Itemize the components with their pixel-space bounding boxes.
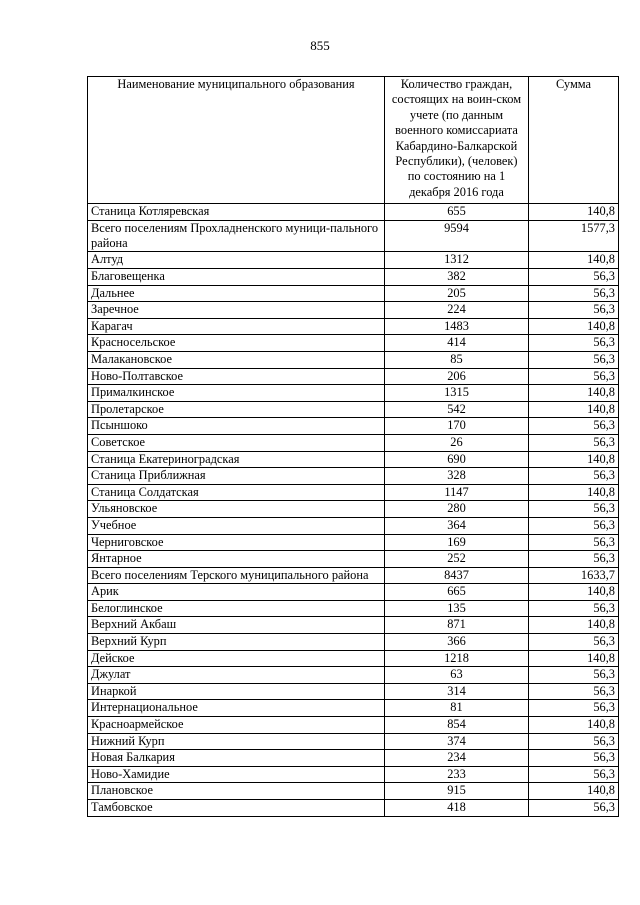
row-sum-cell: 140,8 (529, 204, 619, 221)
row-count-cell: 382 (385, 269, 529, 286)
row-count-cell: 280 (385, 501, 529, 518)
row-sum-cell: 56,3 (529, 683, 619, 700)
row-count-cell: 414 (385, 335, 529, 352)
row-count-cell: 233 (385, 766, 529, 783)
row-count-cell: 170 (385, 418, 529, 435)
row-count-cell: 374 (385, 733, 529, 750)
table-row (88, 717, 619, 734)
row-count-cell: 85 (385, 351, 529, 368)
table-row (88, 501, 619, 518)
row-count-cell: 234 (385, 750, 529, 767)
row-count-cell: 9594 (385, 220, 529, 252)
row-name-cell: Псыншоко (88, 418, 385, 435)
row-sum-cell: 56,3 (529, 368, 619, 385)
table-row (88, 600, 619, 617)
table-body (88, 204, 619, 817)
row-name-cell: Тамбовское (88, 800, 385, 817)
municipal-table (87, 76, 619, 817)
row-name-cell: Белоглинское (88, 600, 385, 617)
table-row (88, 335, 619, 352)
header-name: Наименование муниципального образования (88, 77, 385, 204)
row-count-cell: 366 (385, 634, 529, 651)
table-row (88, 468, 619, 485)
table-row (88, 385, 619, 402)
row-name-cell: Ново-Хамидие (88, 766, 385, 783)
row-sum-cell: 56,3 (529, 634, 619, 651)
table-row (88, 220, 619, 252)
row-name-cell: Станица Екатериноградская (88, 451, 385, 468)
table-row (88, 285, 619, 302)
row-sum-cell: 56,3 (529, 269, 619, 286)
row-name-cell: Нижний Курп (88, 733, 385, 750)
row-name-cell: Арик (88, 584, 385, 601)
row-name-cell: Ново-Полтавское (88, 368, 385, 385)
row-sum-cell: 56,3 (529, 700, 619, 717)
row-sum-cell: 1577,3 (529, 220, 619, 252)
row-sum-cell: 140,8 (529, 650, 619, 667)
row-count-cell: 1312 (385, 252, 529, 269)
row-count-cell: 1483 (385, 318, 529, 335)
row-sum-cell: 56,3 (529, 733, 619, 750)
table-row (88, 800, 619, 817)
row-sum-cell: 56,3 (529, 351, 619, 368)
row-sum-cell: 56,3 (529, 750, 619, 767)
row-name-cell: Заречное (88, 302, 385, 319)
row-sum-cell: 56,3 (529, 800, 619, 817)
row-name-cell: Станица Приближная (88, 468, 385, 485)
row-count-cell: 26 (385, 434, 529, 451)
row-count-cell: 205 (385, 285, 529, 302)
row-name-cell: Дальнее (88, 285, 385, 302)
row-name-cell: Станица Котляревская (88, 204, 385, 221)
row-count-cell: 314 (385, 683, 529, 700)
row-count-cell: 1315 (385, 385, 529, 402)
row-sum-cell: 56,3 (529, 600, 619, 617)
row-sum-cell: 56,3 (529, 285, 619, 302)
row-count-cell: 871 (385, 617, 529, 634)
row-count-cell: 655 (385, 204, 529, 221)
table-row (88, 418, 619, 435)
row-sum-cell: 140,8 (529, 318, 619, 335)
row-sum-cell: 1633,7 (529, 567, 619, 584)
row-sum-cell: 140,8 (529, 401, 619, 418)
row-name-cell: Дейское (88, 650, 385, 667)
table-row (88, 700, 619, 717)
row-sum-cell: 56,3 (529, 418, 619, 435)
table-row (88, 750, 619, 767)
header-count: Количество граждан, состоящих на воин-ском учете (по данным военного комиссариата Кабардино-Балкарской Республики), (человек) по состоянию на 1 декабря 2016 года (385, 77, 529, 204)
row-sum-cell: 140,8 (529, 484, 619, 501)
row-name-cell: Советское (88, 434, 385, 451)
table-row (88, 269, 619, 286)
row-name-cell: Малакановское (88, 351, 385, 368)
row-sum-cell: 140,8 (529, 252, 619, 269)
table-row (88, 667, 619, 684)
table-row (88, 318, 619, 335)
table-row (88, 634, 619, 651)
row-count-cell: 690 (385, 451, 529, 468)
row-sum-cell: 140,8 (529, 385, 619, 402)
row-count-cell: 665 (385, 584, 529, 601)
row-sum-cell: 140,8 (529, 783, 619, 800)
row-count-cell: 81 (385, 700, 529, 717)
table-row (88, 351, 619, 368)
row-count-cell: 364 (385, 517, 529, 534)
row-sum-cell: 140,8 (529, 617, 619, 634)
row-count-cell: 206 (385, 368, 529, 385)
row-name-cell: Новая Балкария (88, 750, 385, 767)
table-row (88, 650, 619, 667)
table-row (88, 451, 619, 468)
row-name-cell: Верхний Акбаш (88, 617, 385, 634)
table-row (88, 368, 619, 385)
row-count-cell: 169 (385, 534, 529, 551)
row-count-cell: 135 (385, 600, 529, 617)
row-count-cell: 8437 (385, 567, 529, 584)
table-row (88, 401, 619, 418)
row-sum-cell: 56,3 (529, 302, 619, 319)
table-row (88, 584, 619, 601)
row-sum-cell: 56,3 (529, 551, 619, 568)
row-count-cell: 224 (385, 302, 529, 319)
row-sum-cell: 56,3 (529, 501, 619, 518)
table-header-row (88, 77, 619, 204)
table-row (88, 204, 619, 221)
row-name-cell: Инаркой (88, 683, 385, 700)
row-name-cell: Интернациональное (88, 700, 385, 717)
row-name-cell: Прималкинское (88, 385, 385, 402)
row-count-cell: 1147 (385, 484, 529, 501)
row-sum-cell: 56,3 (529, 335, 619, 352)
row-count-cell: 63 (385, 667, 529, 684)
header-sum: Сумма (529, 77, 619, 204)
row-name-cell: Черниговское (88, 534, 385, 551)
row-sum-cell: 56,3 (529, 434, 619, 451)
table-row (88, 517, 619, 534)
row-name-cell: Всего поселениям Прохладненского муници-пального района (88, 220, 385, 252)
row-count-cell: 854 (385, 717, 529, 734)
row-name-cell: Пролетарское (88, 401, 385, 418)
table-row (88, 302, 619, 319)
table-row (88, 551, 619, 568)
row-name-cell: Станица Солдатская (88, 484, 385, 501)
row-count-cell: 418 (385, 800, 529, 817)
row-name-cell: Красноармейское (88, 717, 385, 734)
page-number: 855 (310, 38, 330, 53)
table-row (88, 617, 619, 634)
row-count-cell: 1218 (385, 650, 529, 667)
row-sum-cell: 56,3 (529, 534, 619, 551)
table-row (88, 733, 619, 750)
row-name-cell: Янтарное (88, 551, 385, 568)
row-sum-cell: 56,3 (529, 766, 619, 783)
row-count-cell: 542 (385, 401, 529, 418)
table-row (88, 766, 619, 783)
row-sum-cell: 56,3 (529, 468, 619, 485)
row-name-cell: Карагач (88, 318, 385, 335)
row-name-cell: Всего поселениям Терского муниципального района (88, 567, 385, 584)
table-row (88, 252, 619, 269)
table-row (88, 567, 619, 584)
row-name-cell: Верхний Курп (88, 634, 385, 651)
row-sum-cell: 140,8 (529, 451, 619, 468)
table-row (88, 534, 619, 551)
table-row (88, 683, 619, 700)
table-row (88, 783, 619, 800)
row-sum-cell: 140,8 (529, 717, 619, 734)
row-sum-cell: 56,3 (529, 667, 619, 684)
row-name-cell: Алтуд (88, 252, 385, 269)
table-row (88, 434, 619, 451)
row-name-cell: Учебное (88, 517, 385, 534)
row-count-cell: 328 (385, 468, 529, 485)
row-name-cell: Благовещенка (88, 269, 385, 286)
row-sum-cell: 56,3 (529, 517, 619, 534)
row-sum-cell: 140,8 (529, 584, 619, 601)
row-count-cell: 252 (385, 551, 529, 568)
row-name-cell: Ульяновское (88, 501, 385, 518)
row-name-cell: Плановское (88, 783, 385, 800)
row-name-cell: Джулат (88, 667, 385, 684)
row-count-cell: 915 (385, 783, 529, 800)
row-name-cell: Красносельское (88, 335, 385, 352)
table-row (88, 484, 619, 501)
